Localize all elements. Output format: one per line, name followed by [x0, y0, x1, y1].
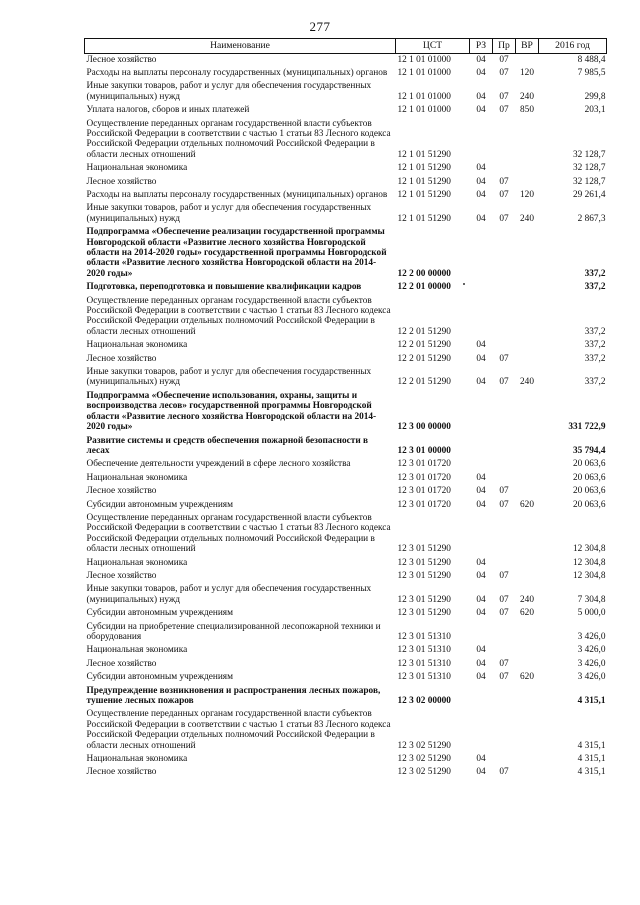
cell-pr — [493, 339, 516, 352]
cell-pr: 07 — [499, 189, 509, 200]
cell-name: Иные закупки товаров, работ и услуг для обеспечения государственных (муниципальных) нужд — [86, 203, 372, 224]
cell-rz — [470, 685, 493, 709]
cell-name: Осуществление переданных органам государственной власти субъектов Российской Федерации в соответствии с частью 1 статьи 83 Лесного кодекса Российской Федерации отдельных полномочий Российской Федерации в области лесных отношений — [86, 709, 391, 751]
cell-vr — [516, 708, 539, 753]
cell-vr — [516, 458, 539, 471]
cell-name: Лесное хозяйство — [86, 176, 157, 187]
cell-rz: 04 — [476, 105, 486, 116]
cell-rz: 04 — [476, 557, 486, 568]
cell-pr: 07 — [499, 67, 509, 78]
cell-sum: 32 128,7 — [572, 149, 606, 160]
table-row — [85, 557, 607, 570]
cell-pr: 07 — [499, 91, 509, 102]
cell-rz — [470, 295, 493, 340]
cell-vr: 240 — [520, 213, 534, 224]
cell-cst: 12 3 01 01720 — [397, 499, 451, 510]
cell-vr — [516, 353, 539, 366]
table-row — [85, 67, 607, 80]
table-row — [85, 53, 607, 67]
table-row — [85, 658, 607, 671]
cell-pr — [493, 621, 516, 645]
cell-pr: 07 — [499, 608, 509, 619]
cell-name: Национальная экономика — [86, 472, 188, 483]
cell-sum: 12 304,8 — [572, 557, 606, 568]
cell-rz — [470, 390, 493, 435]
cell-cst: 12 2 01 00000 — [397, 282, 451, 293]
cell-sum: 337,2 — [584, 326, 606, 337]
table-row — [85, 499, 607, 512]
cell-name: Иные закупки товаров, работ и услуг для обеспечения государственных (муниципальных) нужд — [86, 584, 372, 605]
cell-pr — [493, 685, 516, 709]
cell-pr — [493, 644, 516, 657]
cell-pr: 07 — [499, 105, 509, 116]
cell-cst: 12 1 01 51290 — [397, 189, 451, 200]
table-row — [85, 671, 607, 684]
cell-name: Развитие системы и средств обеспечения пожарной безопасности в лесах — [86, 435, 369, 456]
header-pr: Пр — [493, 39, 516, 54]
cell-name: Субсидии автономным учреждениям — [86, 608, 233, 619]
cell-sum: 32 128,7 — [572, 163, 606, 174]
cell-sum: 4 315,1 — [577, 754, 606, 765]
cell-rz: 04 — [476, 472, 486, 483]
cell-rz: 04 — [476, 163, 486, 174]
cell-sum: 203,1 — [584, 105, 606, 116]
cell-cst: 12 3 01 01720 — [397, 459, 451, 470]
cell-vr: 620 — [520, 608, 534, 619]
cell-pr: 07 — [499, 767, 509, 778]
cell-rz: 04 — [476, 672, 486, 683]
cell-sum: 3 426,0 — [577, 658, 606, 669]
table-row — [85, 607, 607, 620]
cell-vr — [516, 281, 539, 294]
cell-name: Субсидии автономным учреждениям — [86, 499, 233, 510]
cell-pr — [493, 458, 516, 471]
cell-name: Лесное хозяйство — [86, 353, 157, 364]
cell-vr — [516, 766, 539, 779]
cell-vr — [516, 685, 539, 709]
cell-name: Уплата налогов, сборов и иных платежей — [86, 105, 250, 116]
cell-rz — [470, 621, 493, 645]
cell-sum: 3 426,0 — [577, 645, 606, 656]
cell-vr — [516, 753, 539, 766]
cell-rz: 04 — [476, 176, 486, 187]
cell-cst: 12 1 01 51290 — [397, 176, 451, 187]
cell-pr: 07 — [499, 499, 509, 510]
cell-pr: 07 — [499, 658, 509, 669]
cell-sum: 7 985,5 — [577, 67, 606, 78]
table-row — [85, 118, 607, 163]
cell-pr — [493, 557, 516, 570]
cell-cst: 12 1 01 01000 — [397, 91, 451, 102]
cell-sum: 29 261,4 — [572, 189, 606, 200]
cell-rz: 04 — [476, 658, 486, 669]
cell-cst: 12 2 01 51290 — [397, 326, 451, 337]
cell-vr — [516, 295, 539, 340]
cell-vr — [516, 162, 539, 175]
cell-sum: 12 304,8 — [572, 570, 606, 581]
cell-sum: 331 722,9 — [568, 422, 606, 433]
cell-rz — [470, 118, 493, 163]
cell-vr: 240 — [520, 91, 534, 102]
table-row — [85, 512, 607, 557]
cell-name: Национальная экономика — [86, 340, 188, 351]
cell-pr: 07 — [499, 486, 509, 497]
cell-pr — [493, 226, 516, 281]
cell-vr: 620 — [520, 499, 534, 510]
table-row — [85, 295, 607, 340]
cell-rz — [470, 708, 493, 753]
cell-cst: 12 3 01 51290 — [397, 557, 451, 568]
cell-rz — [470, 512, 493, 557]
cell-sum: 3 426,0 — [577, 672, 606, 683]
cell-cst: 12 3 02 51290 — [397, 767, 451, 778]
cell-sum: 337,2 — [584, 282, 606, 293]
cell-name: Предупреждение возникновения и распространения лесных пожаров, тушение лесных пожаров — [86, 685, 381, 707]
cell-cst: 12 1 01 01000 — [397, 105, 451, 116]
cell-rz: 04 — [476, 645, 486, 656]
header-cst: ЦСТ — [396, 39, 470, 54]
cell-vr — [516, 53, 539, 67]
cell-name: Осуществление переданных органам государственной власти субъектов Российской Федерации в соответствии с частью 1 статьи 83 Лесного кодекса Российской Федерации отдельных полномочий Российской Федерации в области лесных отношений — [86, 295, 391, 337]
cell-pr — [493, 512, 516, 557]
table-row — [85, 80, 607, 104]
cell-name: Лесное хозяйство — [86, 767, 157, 778]
cell-vr — [516, 339, 539, 352]
cell-cst: 12 3 01 51290 — [397, 608, 451, 619]
cell-cst: 12 2 01 51290 — [397, 377, 451, 388]
cell-pr: 07 — [499, 176, 509, 187]
cell-pr: 07 — [499, 353, 509, 364]
cell-sum: 20 063,6 — [572, 472, 606, 483]
cell-cst: 12 3 02 51290 — [397, 740, 451, 751]
cell-name: Осуществление переданных органам государственной власти субъектов Российской Федерации в соответствии с частью 1 статьи 83 Лесного кодекса Российской Федерации отдельных полномочий Российской Федерации в области лесных отношений — [86, 118, 391, 160]
header-name: Наименование — [85, 39, 396, 54]
cell-pr — [493, 162, 516, 175]
cell-name: Лесное хозяйство — [86, 486, 157, 497]
cell-rz: 04 — [476, 54, 486, 65]
cell-cst: 12 1 01 51290 — [397, 163, 451, 174]
cell-rz — [470, 226, 493, 281]
cell-sum: 4 315,1 — [577, 767, 606, 778]
cell-vr — [516, 472, 539, 485]
cell-name: Лесное хозяйство — [86, 54, 157, 65]
cell-pr — [493, 295, 516, 340]
cell-cst: 12 3 00 00000 — [397, 422, 451, 433]
cell-rz: 04 — [476, 377, 486, 388]
cell-sum: 299,8 — [584, 91, 606, 102]
cell-sum: 337,2 — [584, 353, 606, 364]
cell-vr — [516, 570, 539, 583]
cell-vr: 850 — [520, 105, 534, 116]
table-row — [85, 176, 607, 189]
cell-cst: 12 1 01 51290 — [397, 213, 451, 224]
header-vr: ВР — [516, 39, 539, 54]
cell-name: Национальная экономика — [86, 163, 188, 174]
cell-pr — [493, 753, 516, 766]
cell-sum: 3 426,0 — [577, 632, 606, 642]
cell-name: Иные закупки товаров, работ и услуг для обеспечения государственных (муниципальных) нужд — [86, 81, 372, 102]
cell-name: Расходы на выплаты персоналу государственных (муниципальных) органов — [86, 67, 388, 78]
cell-cst: 12 3 01 00000 — [397, 445, 451, 456]
cell-vr — [516, 118, 539, 163]
cell-vr: 620 — [520, 672, 534, 683]
table-row — [85, 621, 607, 645]
cell-sum: 5 000,0 — [577, 608, 606, 619]
table-row — [85, 162, 607, 175]
cell-vr — [516, 390, 539, 435]
cell-cst: 12 2 00 00000 — [397, 268, 451, 279]
table-row — [85, 366, 607, 390]
cell-pr: 07 — [499, 213, 509, 224]
cell-sum: 337,2 — [584, 340, 606, 351]
cell-vr: 120 — [520, 189, 534, 200]
cell-sum: 8 488,4 — [577, 54, 606, 65]
cell-cst: 12 3 02 00000 — [397, 696, 451, 707]
cell-rz: 04 — [476, 767, 486, 778]
table-row — [85, 104, 607, 117]
table-row — [85, 485, 607, 498]
table-row — [85, 202, 607, 226]
cell-sum: 337,2 — [584, 377, 606, 388]
cell-pr — [493, 281, 516, 294]
cell-rz: 04 — [476, 570, 486, 581]
cell-sum: 20 063,6 — [572, 499, 606, 510]
cell-pr — [493, 472, 516, 485]
cell-rz — [470, 458, 493, 471]
table-row — [85, 226, 607, 281]
cell-pr — [493, 118, 516, 163]
cell-vr — [516, 621, 539, 645]
cell-vr — [516, 644, 539, 657]
cell-name: Подпрограмма «Обеспечение использования, охраны, защиты и воспроизводства лесов» государственной программы Новгородской области «Развитие лесного хозяйства Новгородской области на 2014-2020 годы» — [86, 390, 377, 433]
cell-sum: 20 063,6 — [572, 459, 606, 470]
cell-pr — [493, 435, 516, 459]
cell-sum: 337,2 — [584, 268, 606, 279]
cell-cst: 12 3 01 51290 — [397, 570, 451, 581]
cell-sum: 35 794,4 — [572, 445, 606, 456]
cell-sum: 7 304,8 — [577, 594, 606, 605]
header-sum: 2016 год — [539, 39, 607, 54]
cell-rz: 04 — [476, 594, 486, 605]
cell-pr: 07 — [499, 672, 509, 683]
cell-pr: 07 — [499, 570, 509, 581]
table-row — [85, 583, 607, 607]
budget-table — [84, 38, 607, 780]
cell-pr: 07 — [499, 54, 509, 65]
cell-cst: 12 3 01 51310 — [397, 658, 451, 669]
cell-rz — [470, 281, 493, 294]
cell-pr: 07 — [499, 377, 509, 388]
cell-rz: 04 — [476, 353, 486, 364]
cell-pr — [493, 390, 516, 435]
cell-rz: 04 — [476, 91, 486, 102]
cell-rz: 04 — [476, 189, 486, 200]
cell-cst: 12 3 01 51310 — [397, 672, 451, 683]
cell-rz: 04 — [476, 340, 486, 351]
cell-name: Подпрограмма «Обеспечение реализации государственной программы Новгородской области «Развитие лесного хозяйства Новгородской области на 2014-2020 годы» государственной программы Новгородской области «Развитие лесного хозяйства Новгородской области на 2014-2020 годы» — [86, 227, 387, 279]
table-row — [85, 458, 607, 471]
cell-rz: 04 — [476, 67, 486, 78]
cell-cst: 12 3 01 51290 — [397, 544, 451, 555]
cell-cst: 12 2 01 51290 — [397, 353, 451, 364]
table-row — [85, 753, 607, 766]
cell-vr — [516, 512, 539, 557]
cell-name: Лесное хозяйство — [86, 658, 157, 669]
cell-vr: 240 — [520, 377, 534, 388]
table-row — [85, 685, 607, 709]
cell-rz: 04 — [476, 608, 486, 619]
table-header-row — [85, 39, 607, 54]
cell-cst: 12 1 01 51290 — [397, 149, 451, 160]
table-row — [85, 644, 607, 657]
cell-name: Осуществление переданных органам государственной власти субъектов Российской Федерации в соответствии с частью 1 статьи 83 Лесного кодекса Российской Федерации отдельных полномочий Российской Федерации в области лесных отношений — [86, 512, 391, 555]
cell-name: Национальная экономика — [86, 645, 188, 656]
table-row — [85, 189, 607, 202]
cell-rz: 04 — [476, 754, 486, 765]
cell-name: Расходы на выплаты персоналу государственных (муниципальных) органов — [86, 189, 388, 200]
cell-rz: 04 — [476, 486, 486, 497]
table-row — [85, 708, 607, 753]
cell-name: Обеспечение деятельности учреждений в сфере лесного хозяйства — [86, 459, 351, 470]
cell-sum: 32 128,7 — [572, 176, 606, 187]
table-row — [85, 390, 607, 435]
cell-name: Лесное хозяйство — [86, 570, 157, 581]
cell-name: Субсидии на приобретение специализированной лесопожарной техники и оборудования — [86, 621, 381, 642]
cell-name: Национальная экономика — [86, 754, 188, 765]
cell-cst: 12 3 01 51310 — [397, 645, 451, 656]
cell-vr — [516, 176, 539, 189]
cell-sum: 4 315,1 — [577, 696, 606, 707]
table-row — [85, 472, 607, 485]
cell-cst: 12 1 01 01000 — [397, 54, 451, 65]
cell-sum: 4 315,1 — [577, 740, 606, 751]
cell-name: Национальная экономика — [86, 557, 188, 568]
cell-pr — [493, 708, 516, 753]
table-body — [85, 53, 607, 780]
cell-cst: 12 3 01 51310 — [397, 632, 451, 642]
cell-cst: 12 3 01 51290 — [397, 594, 451, 605]
cell-pr: 07 — [499, 594, 509, 605]
table-row — [85, 766, 607, 779]
table-row — [85, 281, 607, 294]
cell-rz: 04 — [476, 499, 486, 510]
cell-sum: 2 867,3 — [577, 213, 606, 224]
cell-cst: 12 1 01 01000 — [397, 67, 451, 78]
cell-cst: 12 3 02 51290 — [397, 754, 451, 765]
cell-name: Иные закупки товаров, работ и услуг для обеспечения государственных (муниципальных) нужд — [86, 367, 372, 388]
cell-vr — [516, 485, 539, 498]
header-rz: РЗ — [470, 39, 493, 54]
cell-rz: 04 — [476, 213, 486, 224]
cell-cst: 12 2 01 51290 — [397, 340, 451, 351]
cell-cst: 12 3 01 01720 — [397, 472, 451, 483]
cell-vr: 240 — [520, 594, 534, 605]
cell-name: Подготовка, переподготовка и повышение квалификации кадров — [86, 282, 362, 293]
cell-sum: 20 063,6 — [572, 486, 606, 497]
cell-vr — [516, 658, 539, 671]
cell-vr — [516, 557, 539, 570]
cell-cst: 12 3 01 01720 — [397, 486, 451, 497]
cell-vr — [516, 226, 539, 281]
table-row — [85, 570, 607, 583]
table-row — [85, 353, 607, 366]
cell-sum: 12 304,8 — [572, 544, 606, 555]
cell-name: Субсидии автономным учреждениям — [86, 672, 233, 683]
table-row — [85, 339, 607, 352]
cell-rz — [470, 435, 493, 459]
page-number: 277 — [309, 19, 331, 34]
table-row — [85, 435, 607, 459]
cell-vr: 120 — [520, 67, 534, 78]
cell-vr — [516, 435, 539, 459]
